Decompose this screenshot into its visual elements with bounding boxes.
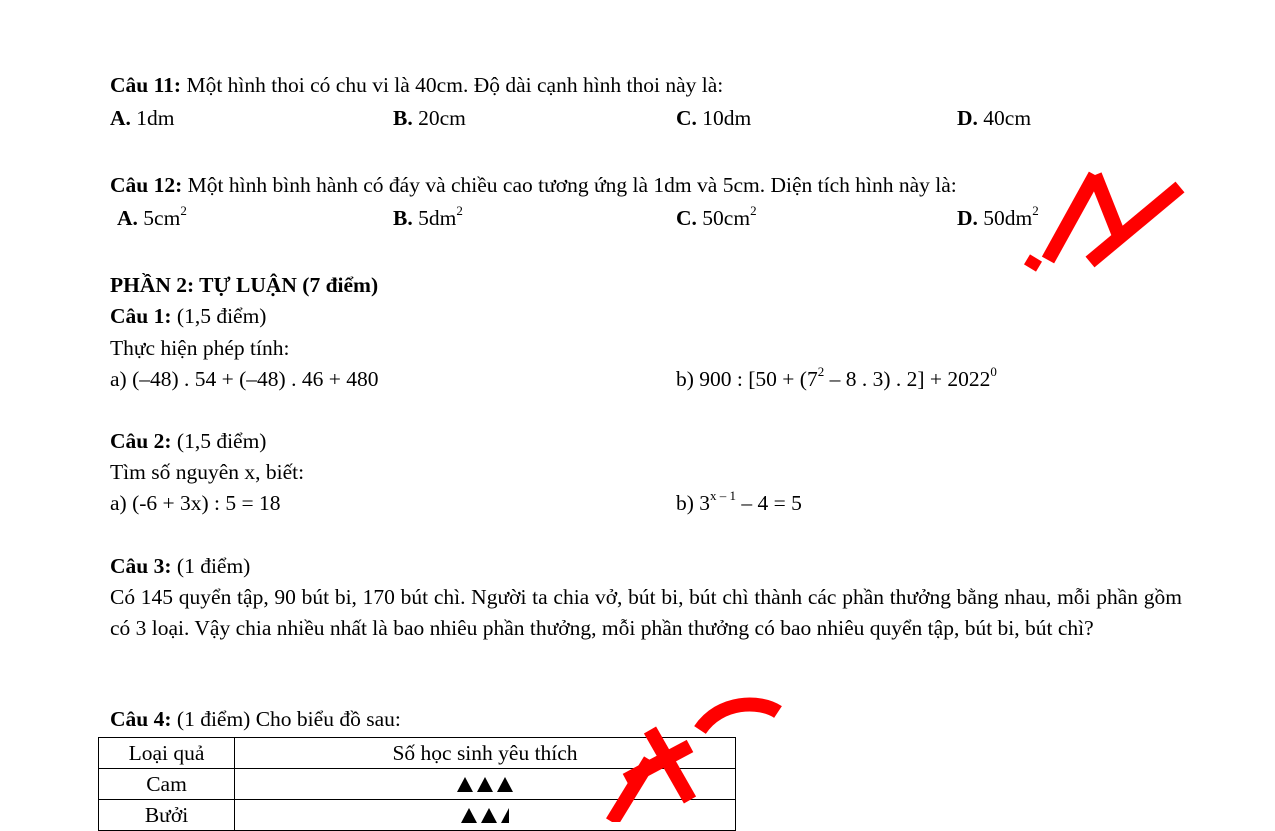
essay-q3-text: Có 145 quyển tập, 90 bút bi, 170 bút chì. Người ta chia vở, bút bi, bút chì thành các phần thưởng bằng nhau, mỗi phần gồm có 3 loại. Vậy chia nhiều nhất là bao nhiêu phần thưởng, mỗi phần thưởng có bao nhiêu quyển tập, bút bi, bút chì? <box>110 585 1182 640</box>
essay-q1-part-b: b) 900 : [$50 + (7^2 - 8$ . 3) . $2] + 2022^0$ <box>676 363 997 391</box>
table-row <box>99 769 736 800</box>
fruit-name-cell: Bưởi <box>99 800 235 831</box>
essay-question-2: Câu 2: (1,5 điểm) <box>110 429 267 453</box>
essay-q2-part-b: b) 3$^{x - 1}$ – 4 = 5 <box>676 487 802 515</box>
essay-question-1: Câu 1: (1,5 điểm) <box>110 304 267 328</box>
triangle-icon <box>497 777 513 792</box>
watermark-stroke <box>700 705 778 730</box>
essay-q2-instruction: Tìm số nguyên x, biết: <box>110 460 305 484</box>
question-label: Câu 11: <box>110 73 182 97</box>
q11-option-d: D. 40cm <box>957 106 1032 130</box>
triangle-icon <box>461 808 477 823</box>
pictogram-table <box>98 737 736 831</box>
question-text: Một hình bình hành có đáy và chiều cao tương ứng là 1dm và 5cm. Diện tích hình này là: <box>182 173 957 197</box>
question-12 <box>110 170 957 201</box>
essay-question-4: Câu 4: (1 điểm) Cho biểu đồ sau: <box>110 707 401 731</box>
watermark-stroke <box>1048 175 1095 260</box>
table-header-row <box>99 738 736 769</box>
watermark-stroke <box>1030 258 1036 268</box>
q12-option-a: A. $5cm^2$ <box>117 202 187 230</box>
question-label: Câu 12: <box>110 173 183 197</box>
fruit-name-cell: Cam <box>99 769 235 800</box>
triangle-icon <box>481 808 497 823</box>
q11-option-b: B. 20cm <box>393 106 466 130</box>
half-triangle-icon <box>501 808 509 823</box>
table-header-cell: Loại quả <box>99 738 235 769</box>
q12-option-b: B. $5dm^2$ <box>393 202 463 230</box>
essay-question-3: Câu 3: (1 điểm) <box>110 554 251 578</box>
table-row <box>99 800 736 831</box>
q12-option-c: C. $50cm^2$ <box>676 202 757 230</box>
icon-cell <box>235 769 736 800</box>
question-11 <box>110 70 723 101</box>
q11-option-a: A. 1dm <box>110 106 175 130</box>
q12-option-d: D. $50dm^2$ <box>957 202 1039 230</box>
icon-cell <box>235 800 736 831</box>
section-heading: PHẦN 2: TỰ LUẬN (7 điểm) <box>110 273 379 297</box>
table-header-cell: Số học sinh yêu thích <box>235 738 736 769</box>
essay-q1-part-a: a) (–48) . 54 + (–48) . 46 + 480 <box>110 367 379 391</box>
triangle-icon <box>457 777 473 792</box>
question-text: Một hình thoi có chu vi là 40cm. Độ dài cạnh hình thoi này là: <box>181 73 724 97</box>
watermark-stroke <box>1090 187 1180 262</box>
q11-option-c: C. 10dm <box>676 106 752 130</box>
triangle-icon <box>477 777 493 792</box>
essay-q2-part-a: a) (-6 + 3x) : 5 = 18 <box>110 491 281 515</box>
watermark-stroke <box>1095 175 1120 238</box>
essay-q1-instruction: Thực hiện phép tính: <box>110 336 290 360</box>
